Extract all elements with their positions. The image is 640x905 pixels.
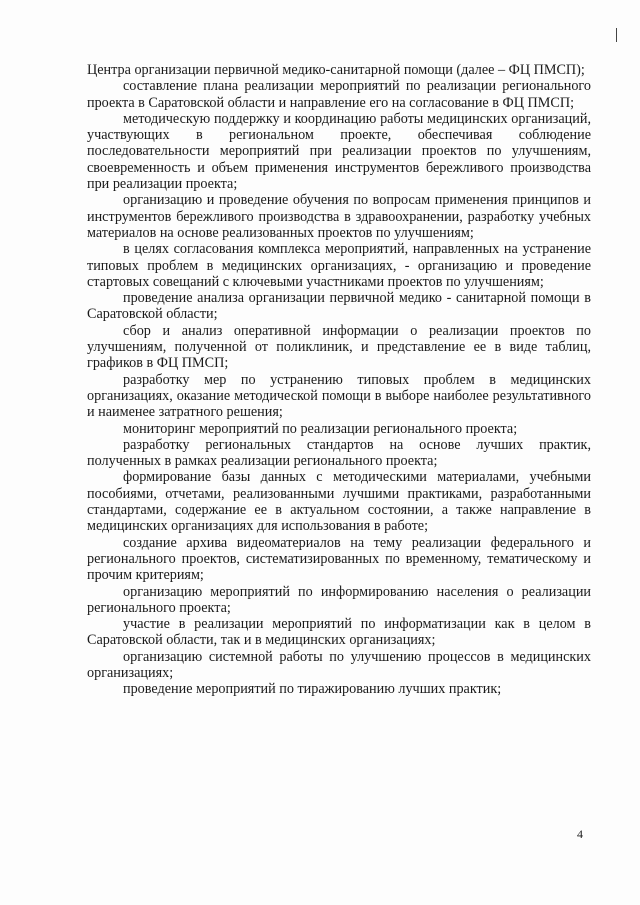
- paragraph-10: разработку региональных стандартов на основе лучших практик, полученных в рамках реализации регионального проекта;: [87, 436, 591, 470]
- paragraph-16: проведение мероприятий по тиражированию лучших практик;: [123, 681, 502, 698]
- paragraph-1: Центра организации первичной медико-санитарной помощи (далее – ФЦ ПМСП);: [87, 62, 585, 78]
- paragraph-3: методическую поддержку и координацию работы медицинских организаций, участвующих в региональном проекте, обеспечивая соблюдение последовательности мероприятий при реализации проектов по улучшениям, своевременность и объем применения инструментов бережливого производства при реализации проекта;: [87, 110, 591, 193]
- paragraph-2: составление плана реализации мероприятий по реализации регионального проекта в Саратовской области и направление его на согласование в ФЦ ПМСП;: [87, 78, 591, 111]
- paragraph-9: мониторинг мероприятий по реализации регионального проекта;: [123, 420, 518, 437]
- page-number: 4: [577, 827, 583, 841]
- paragraph-6: проведение анализа организации первичной медико - санитарной помощи в Саратовской области;: [87, 290, 591, 323]
- scan-edge-mark: [616, 28, 617, 42]
- paragraph-8: разработку мер по устранению типовых проблем в медицинских организациях, оказание методической помощи в выборе наиболее результативного и наименее затратного решения;: [87, 371, 591, 421]
- document-body: [87, 62, 591, 698]
- paragraph-13: организацию мероприятий по информированию населения о реализации регионального проекта;: [87, 583, 591, 616]
- paragraph-11: формирование базы данных с методическими материалами, учебными пособиями, отчетами, реализованными лучшими практиками, разработанными стандартами, содержание ее в актуальном состоянии, а также направление в медицинских организациях для использования в работе;: [87, 469, 591, 535]
- paragraph-4: организацию и проведение обучения по вопросам применения принципов и инструментов бережливого производства в здравоохранении, разработку учебных материалов на основе реализованных проектов по улучшениям;: [87, 192, 591, 241]
- paragraph-12: создание архива видеоматериалов на тему реализации федерального и регионального проектов, систематизированных по временному, тематическому и прочим критериям;: [87, 534, 591, 584]
- paragraph-14: участие в реализации мероприятий по информатизации как в целом в Саратовской области, так и в медицинских организациях;: [87, 616, 591, 649]
- paragraph-5: в целях согласования комплекса мероприятий, направленных на устранение типовых проблем в медицинских организациях, - организацию и проведение стартовых совещаний с ключевыми участниками проектов по улучшениям;: [87, 241, 591, 290]
- paragraph-15: организацию системной работы по улучшению процессов в медицинских организациях;: [87, 648, 591, 681]
- paragraph-7: сбор и анализ оперативной информации о реализации проектов по улучшениям, полученной от поликлиник, и представление ее в виде таблиц, графиков в ФЦ ПМСП;: [87, 322, 591, 372]
